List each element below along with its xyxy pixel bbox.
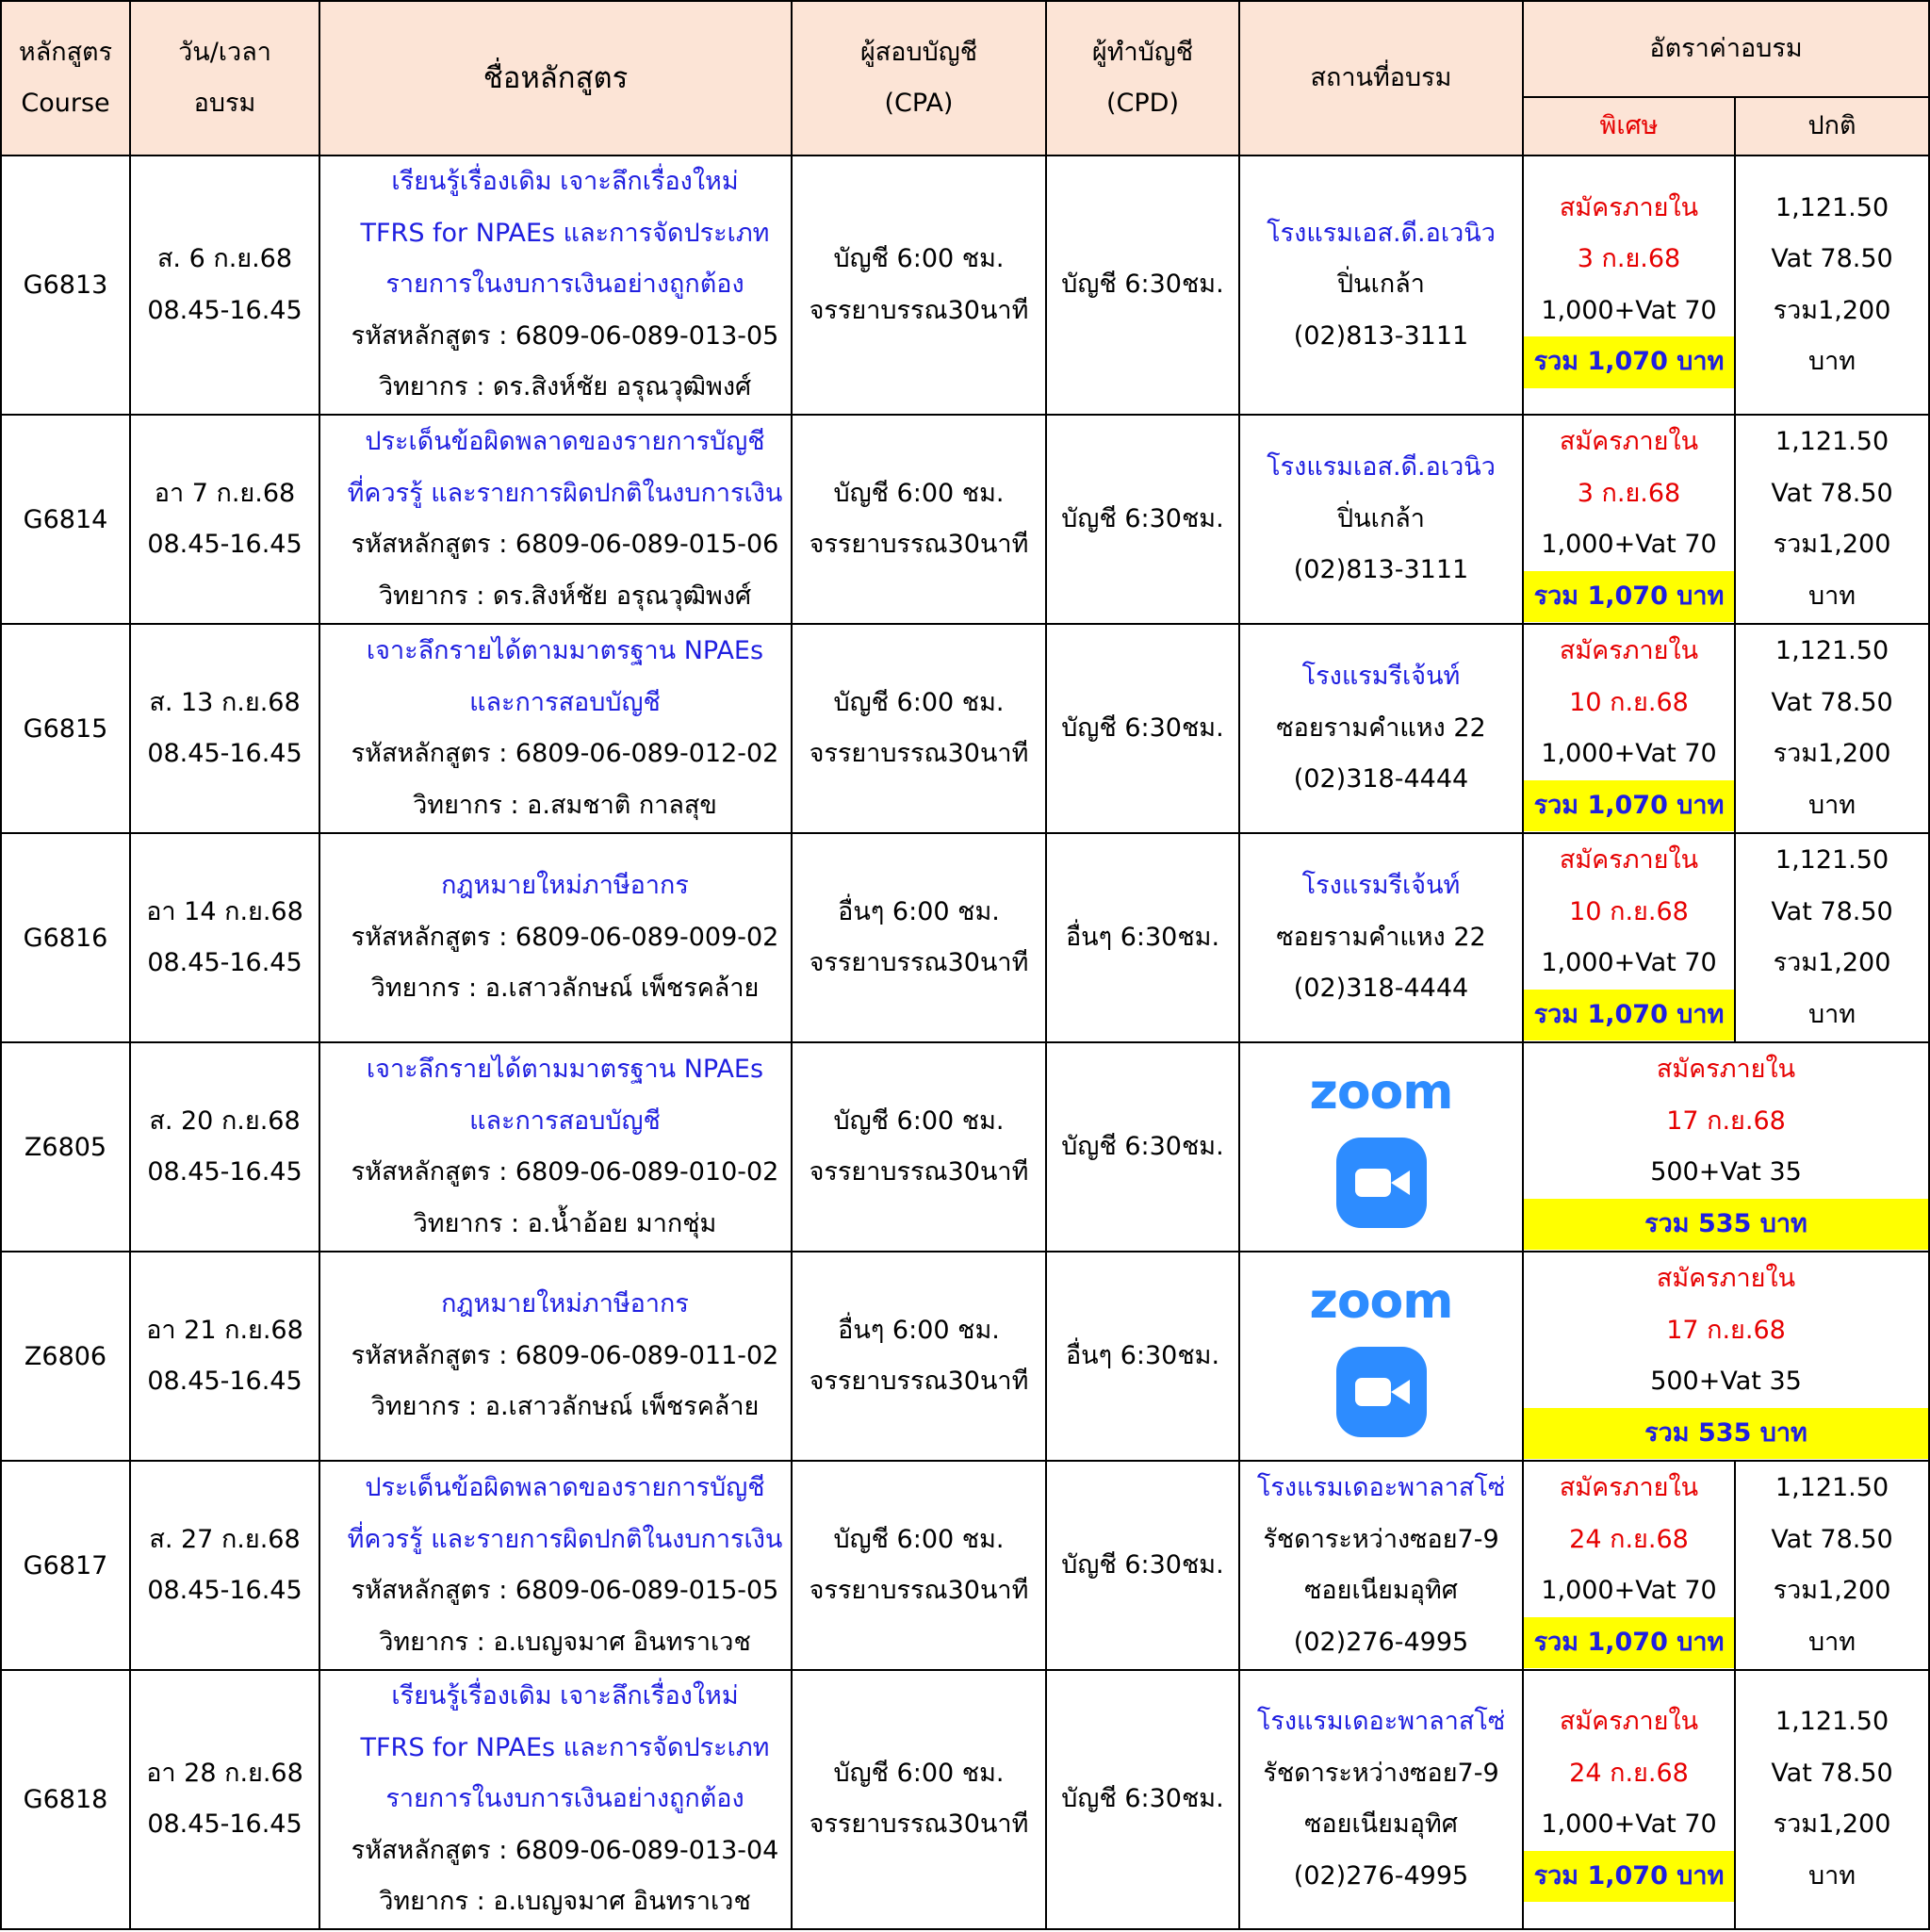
venue-name: โรงแรมเอส.ดี.อเวนิว xyxy=(1267,452,1496,483)
venue-line: ปิ่นเกล้า xyxy=(1337,270,1425,300)
cpd-hours-cell xyxy=(1046,624,1239,833)
fee-normal-cell xyxy=(1735,624,1929,833)
fee-normal-line: รวม1,200 xyxy=(1773,948,1891,977)
table-row xyxy=(1,833,1929,1042)
course-title-line: และการสอบบัญชี xyxy=(469,687,661,717)
register-deadline-label: สมัครภายใน xyxy=(1559,1473,1699,1502)
speaker-line: วิทยากร : อ.เบญจมาศ อินทราเวช xyxy=(379,1627,751,1657)
course-code-cell xyxy=(1,833,130,1042)
fee-breakdown: 1,000+Vat 70 xyxy=(1541,739,1717,768)
cpa-hours-line: จรรยาบรรณ30นาที xyxy=(809,948,1029,977)
fee-total-wrap xyxy=(1524,336,1734,388)
cpa-hours-line: จรรยาบรรณ30นาที xyxy=(809,1576,1029,1605)
course-title-line: เรียนรู้เรื่องเดิม เจาะลึกเรื่องใหม่ xyxy=(391,167,739,197)
fee-total: รวม 535 บาท xyxy=(1524,1199,1928,1251)
table-row xyxy=(1,156,1929,415)
cpa-hours-line: อื่นๆ 6:00 ชม. xyxy=(838,896,1000,926)
course-date: อา 28 ก.ย.68 xyxy=(146,1758,303,1788)
course-code-line: รหัสหลักสูตร : 6809-06-089-013-05 xyxy=(351,320,779,351)
register-deadline-date: 17 ก.ย.68 xyxy=(1666,1105,1786,1136)
course-code-cell xyxy=(1,1461,130,1670)
speaker-line: วิทยากร : ดร.สิงห์ชัย อรุณวุฒิพงศ์ xyxy=(378,581,752,611)
fee-total: รวม 1,070 บาท xyxy=(1524,571,1734,623)
cpd-hours-cell xyxy=(1046,1252,1239,1461)
fee-normal-line: รวม1,200 xyxy=(1773,1809,1891,1840)
datetime-cell xyxy=(130,415,319,624)
fee-breakdown: 500+Vat 35 xyxy=(1650,1367,1802,1396)
table-row xyxy=(1,1252,1929,1461)
fee-total: รวม 1,070 บาท xyxy=(1524,780,1734,832)
fee-total: รวม 1,070 บาท xyxy=(1524,990,1734,1041)
cpa-hours-line: บัญชี 6:00 ชม. xyxy=(833,1524,1005,1554)
cpd-hours: บัญชี 6:30ชม. xyxy=(1061,1549,1224,1580)
header-datetime: วัน/เวลา อบรม xyxy=(130,1,319,156)
course-title-line: รายการในงบการเงินอย่างถูกต้อง xyxy=(385,270,744,300)
fee-special-cell xyxy=(1523,1252,1929,1461)
zoom-logo-icon xyxy=(1240,1047,1522,1247)
datetime-cell xyxy=(130,624,319,833)
course-name-cell xyxy=(319,1252,792,1461)
zoom-wordmark: zoom xyxy=(1309,1273,1453,1331)
course-code: G6817 xyxy=(23,1550,108,1580)
cpa-hours-cell xyxy=(792,415,1046,624)
course-title-line: กฎหมายใหม่ภาษีอากร xyxy=(441,871,689,901)
cpa-hours-cell xyxy=(792,156,1046,415)
speaker-line: วิทยากร : อ.น้ำอ้อย มากชุ่ม xyxy=(413,1208,717,1238)
fee-special-cell xyxy=(1523,415,1735,624)
course-time: 08.45-16.45 xyxy=(147,295,303,325)
fee-normal-line: รวม1,200 xyxy=(1773,1576,1891,1605)
course-title-line: TFRS for NPAEs และการจัดประเภท xyxy=(360,218,770,248)
fee-normal-line: 1,121.50 xyxy=(1775,1707,1889,1737)
datetime-cell xyxy=(130,1461,319,1670)
course-code-cell xyxy=(1,415,130,624)
cpd-hours: บัญชี 6:30ชม. xyxy=(1061,712,1224,743)
course-title-line: รายการในงบการเงินอย่างถูกต้อง xyxy=(385,1784,744,1813)
course-name-cell xyxy=(319,1670,792,1929)
course-time: 08.45-16.45 xyxy=(147,530,303,559)
course-name-cell xyxy=(319,415,792,624)
header-fee-normal: ปกติ xyxy=(1735,97,1929,156)
cpa-hours-line: บัญชี 6:00 ชม. xyxy=(833,1105,1005,1136)
fee-normal-line: บาท xyxy=(1807,581,1856,611)
cpa-hours-line: บัญชี 6:00 ชม. xyxy=(833,1758,1005,1788)
course-code: Z6806 xyxy=(24,1341,107,1371)
table-row xyxy=(1,624,1929,833)
course-title-line: ที่ควรรู้ และรายการผิดปกติในงบการเงิน xyxy=(347,478,783,508)
venue-cell xyxy=(1239,415,1523,624)
fee-special-cell xyxy=(1523,624,1735,833)
header-venue: สถานที่อบรม xyxy=(1239,1,1523,156)
cpd-hours: อื่นๆ 6:30ชม. xyxy=(1065,922,1220,952)
speaker-line: วิทยากร : อ.เสาวลักษณ์ เพ็ชรคล้าย xyxy=(370,1392,760,1422)
course-code-line: รหัสหลักสูตร : 6809-06-089-010-02 xyxy=(351,1157,779,1187)
cpd-hours-cell xyxy=(1046,1461,1239,1670)
cpd-hours-cell xyxy=(1046,156,1239,415)
venue-cell xyxy=(1239,1461,1523,1670)
table-row xyxy=(1,415,1929,624)
header-course: หลักสูตร Course xyxy=(1,1,130,156)
speaker-line: วิทยากร : อ.เบญจมาศ อินทราเวช xyxy=(379,1887,751,1916)
register-deadline-date: 10 ก.ย.68 xyxy=(1569,687,1689,717)
cpa-hours-cell xyxy=(792,1670,1046,1929)
venue-cell xyxy=(1239,156,1523,415)
table-row xyxy=(1,1042,1929,1252)
fee-normal-line: Vat 78.50 xyxy=(1771,1758,1893,1788)
venue-name: โรงแรมรีเจ้นท์ xyxy=(1301,871,1461,901)
venue-line: ซอยเนียมอุทิศ xyxy=(1304,1576,1458,1605)
fee-normal-line: Vat 78.50 xyxy=(1771,1524,1893,1554)
speaker-line: วิทยากร : ดร.สิงห์ชัย อรุณวุฒิพงศ์ xyxy=(378,372,752,402)
fee-special-cell xyxy=(1523,1461,1735,1670)
register-deadline-label: สมัครภายใน xyxy=(1559,427,1699,456)
cpd-hours: บัญชี 6:30ชม. xyxy=(1061,270,1224,300)
course-code-line: รหัสหลักสูตร : 6809-06-089-009-02 xyxy=(351,922,779,952)
cpd-hours: บัญชี 6:30ชม. xyxy=(1061,1784,1224,1813)
venue-line: ซอยรามคำแหง 22 xyxy=(1276,922,1486,952)
header-cpa: ผู้สอบบัญชี (CPA) xyxy=(792,1,1046,156)
course-date: ส. 13 ก.ย.68 xyxy=(149,687,301,717)
course-title-line: กฎหมายใหม่ภาษีอากร xyxy=(441,1289,689,1319)
venue-name: โรงแรมรีเจ้นท์ xyxy=(1301,662,1461,692)
course-name-cell xyxy=(319,1042,792,1252)
venue-line: (02)813-3111 xyxy=(1293,320,1469,351)
fee-normal-line: 1,121.50 xyxy=(1775,1473,1889,1502)
fee-total-wrap xyxy=(1524,990,1734,1041)
fee-special-cell xyxy=(1523,1042,1929,1252)
course-title-line: ที่ควรรู้ และรายการผิดปกติในงบการเงิน xyxy=(347,1524,783,1554)
fee-normal-cell xyxy=(1735,833,1929,1042)
fee-special-cell xyxy=(1523,1670,1735,1929)
course-name-cell xyxy=(319,833,792,1042)
venue-cell xyxy=(1239,1252,1523,1461)
fee-total-wrap xyxy=(1524,571,1734,623)
fee-breakdown: 1,000+Vat 70 xyxy=(1541,1809,1717,1840)
fee-total-wrap xyxy=(1524,1199,1928,1251)
course-title-line: เจาะลึกรายได้ตามมาตรฐาน NPAEs xyxy=(366,1055,764,1084)
course-code: G6816 xyxy=(23,923,108,953)
fee-normal-line: บาท xyxy=(1807,790,1856,820)
cpd-hours: บัญชี 6:30ชม. xyxy=(1061,1131,1224,1161)
fee-normal-line: บาท xyxy=(1807,1627,1856,1657)
fee-normal-line: บาท xyxy=(1807,347,1856,376)
cpa-hours-line: จรรยาบรรณ30นาที xyxy=(809,1809,1029,1840)
register-deadline-date: 10 ก.ย.68 xyxy=(1569,896,1689,926)
course-code: Z6805 xyxy=(24,1132,107,1162)
course-code: G6815 xyxy=(23,713,108,744)
speaker-line: วิทยากร : อ.เสาวลักษณ์ เพ็ชรคล้าย xyxy=(370,974,760,1004)
course-date: ส. 27 ก.ย.68 xyxy=(149,1524,301,1554)
course-code-line: รหัสหลักสูตร : 6809-06-089-011-02 xyxy=(351,1340,779,1370)
fee-normal-line: รวม1,200 xyxy=(1773,530,1891,559)
venue-line: ปิ่นเกล้า xyxy=(1337,503,1425,533)
course-date: อา 21 ก.ย.68 xyxy=(146,1315,303,1345)
datetime-cell xyxy=(130,1042,319,1252)
fee-normal-line: รวม1,200 xyxy=(1773,295,1891,325)
register-deadline-date: 17 ก.ย.68 xyxy=(1666,1315,1786,1345)
course-code: G6813 xyxy=(23,270,108,300)
course-code-cell xyxy=(1,1670,130,1929)
register-deadline-label: สมัครภายใน xyxy=(1656,1264,1796,1293)
header-course-name: ชื่อหลักสูตร xyxy=(319,1,792,156)
header-fee-special: พิเศษ xyxy=(1523,97,1735,156)
cpa-hours-line: อื่นๆ 6:00 ชม. xyxy=(838,1315,1000,1345)
fee-total: รวม 1,070 บาท xyxy=(1524,1851,1734,1903)
fee-normal-line: Vat 78.50 xyxy=(1771,896,1893,926)
fee-breakdown: 1,000+Vat 70 xyxy=(1541,948,1717,977)
course-code-line: รหัสหลักสูตร : 6809-06-089-013-04 xyxy=(351,1835,779,1865)
course-title-line: เรียนรู้เรื่องเดิม เจาะลึกเรื่องใหม่ xyxy=(391,1681,739,1711)
course-code-cell xyxy=(1,156,130,415)
cpa-hours-cell xyxy=(792,624,1046,833)
venue-cell xyxy=(1239,833,1523,1042)
course-title-line: เจาะลึกรายได้ตามมาตรฐาน NPAEs xyxy=(366,636,764,665)
course-code-line: รหัสหลักสูตร : 6809-06-089-012-02 xyxy=(351,739,779,768)
cpd-hours-cell xyxy=(1046,833,1239,1042)
register-deadline-label: สมัครภายใน xyxy=(1559,1707,1699,1737)
fee-normal-line: บาท xyxy=(1807,999,1856,1029)
table-row xyxy=(1,1461,1929,1670)
fee-total-wrap xyxy=(1524,1408,1928,1460)
table-row xyxy=(1,1670,1929,1929)
fee-normal-cell xyxy=(1735,156,1929,415)
register-deadline-date: 24 ก.ย.68 xyxy=(1569,1524,1689,1554)
header-cpd: ผู้ทำบัญชี (CPD) xyxy=(1046,1,1239,156)
fee-normal-cell xyxy=(1735,1461,1929,1670)
course-code-line: รหัสหลักสูตร : 6809-06-089-015-06 xyxy=(351,530,779,559)
fee-breakdown: 1,000+Vat 70 xyxy=(1541,530,1717,559)
cpd-hours-cell xyxy=(1046,415,1239,624)
cpa-hours-line: จรรยาบรรณ30นาที xyxy=(809,1367,1029,1396)
fee-normal-line: บาท xyxy=(1807,1860,1856,1891)
cpa-hours-cell xyxy=(792,1252,1046,1461)
register-deadline-date: 24 ก.ย.68 xyxy=(1569,1758,1689,1788)
course-code: G6818 xyxy=(23,1784,108,1814)
fee-normal-line: Vat 78.50 xyxy=(1771,687,1893,717)
fee-total: รวม 535 บาท xyxy=(1524,1408,1928,1460)
schedule-rows xyxy=(1,156,1929,1929)
fee-total: รวม 1,070 บาท xyxy=(1524,336,1734,388)
venue-name: โรงแรมเดอะพาลาสโซ่ xyxy=(1256,1707,1506,1737)
fee-breakdown: 1,000+Vat 70 xyxy=(1541,1576,1717,1605)
course-time: 08.45-16.45 xyxy=(147,1809,303,1840)
fee-normal-cell xyxy=(1735,415,1929,624)
fee-total-wrap xyxy=(1524,780,1734,832)
venue-line: (02)318-4444 xyxy=(1293,764,1469,794)
zoom-camera-icon xyxy=(1336,1138,1427,1228)
cpa-hours-cell xyxy=(792,1042,1046,1252)
cpa-hours-line: บัญชี 6:00 ชม. xyxy=(833,687,1005,717)
datetime-cell xyxy=(130,156,319,415)
fee-normal-line: 1,121.50 xyxy=(1775,427,1889,456)
fee-breakdown: 1,000+Vat 70 xyxy=(1541,295,1717,325)
zoom-camera-icon xyxy=(1336,1347,1427,1437)
speaker-line: วิทยากร : อ.สมชาติ กาลสุข xyxy=(413,790,717,820)
cpa-hours-line: จรรยาบรรณ30นาที xyxy=(809,1157,1029,1187)
course-code-cell xyxy=(1,624,130,833)
course-code-cell xyxy=(1,1042,130,1252)
venue-line: ซอยรามคำแหง 22 xyxy=(1276,712,1486,743)
zoom-wordmark: zoom xyxy=(1309,1064,1453,1122)
fee-normal-line: Vat 78.50 xyxy=(1771,244,1893,273)
cpa-hours-line: บัญชี 6:00 ชม. xyxy=(833,478,1005,508)
fee-total-wrap xyxy=(1524,1617,1734,1669)
course-name-cell xyxy=(319,156,792,415)
fee-normal-line: Vat 78.50 xyxy=(1771,478,1893,508)
venue-cell xyxy=(1239,1042,1523,1252)
course-code-cell xyxy=(1,1252,130,1461)
cpa-hours-line: จรรยาบรรณ30นาที xyxy=(809,530,1029,559)
course-code-line: รหัสหลักสูตร : 6809-06-089-015-05 xyxy=(351,1576,779,1605)
course-time: 08.45-16.45 xyxy=(147,1157,303,1187)
venue-line: (02)276-4995 xyxy=(1293,1860,1469,1891)
fee-normal-line: รวม1,200 xyxy=(1773,739,1891,768)
venue-line: ซอยเนียมอุทิศ xyxy=(1304,1809,1458,1840)
cpd-hours: บัญชี 6:30ชม. xyxy=(1061,503,1224,533)
venue-cell xyxy=(1239,1670,1523,1929)
course-time: 08.45-16.45 xyxy=(147,948,303,977)
datetime-cell xyxy=(130,833,319,1042)
datetime-cell xyxy=(130,1670,319,1929)
course-time: 08.45-16.45 xyxy=(147,1367,303,1396)
header-fee: อัตราค่าอบรม xyxy=(1523,1,1929,97)
cpd-hours-cell xyxy=(1046,1042,1239,1252)
fee-total-wrap xyxy=(1524,1851,1734,1903)
fee-special-cell xyxy=(1523,156,1735,415)
course-date: ส. 6 ก.ย.68 xyxy=(156,244,293,273)
fee-normal-line: 1,121.50 xyxy=(1775,192,1889,222)
cpa-hours-cell xyxy=(792,1461,1046,1670)
venue-line: (02)276-4995 xyxy=(1293,1627,1469,1657)
fee-total: รวม 1,070 บาท xyxy=(1524,1617,1734,1669)
register-deadline-label: สมัครภายใน xyxy=(1559,192,1699,222)
zoom-logo-icon xyxy=(1240,1256,1522,1456)
cpa-hours-line: บัญชี 6:00 ชม. xyxy=(833,244,1005,273)
fee-breakdown: 500+Vat 35 xyxy=(1650,1157,1802,1187)
course-name-cell xyxy=(319,624,792,833)
course-title-line: ประเด็นข้อผิดพลาดของรายการบัญชี xyxy=(365,427,765,456)
course-date: อา 7 ก.ย.68 xyxy=(154,478,296,508)
course-date: อา 14 ก.ย.68 xyxy=(146,896,303,926)
venue-name: โรงแรมเดอะพาลาสโซ่ xyxy=(1256,1473,1506,1502)
venue-line: รัชดาระหว่างซอย7-9 xyxy=(1263,1758,1499,1788)
fee-normal-line: 1,121.50 xyxy=(1775,845,1889,875)
cpa-hours-cell xyxy=(792,833,1046,1042)
course-title-line: TFRS for NPAEs และการจัดประเภท xyxy=(360,1732,770,1762)
venue-line: (02)318-4444 xyxy=(1293,974,1469,1004)
course-time: 08.45-16.45 xyxy=(147,739,303,768)
register-deadline-date: 3 ก.ย.68 xyxy=(1577,244,1681,273)
register-deadline-label: สมัครภายใน xyxy=(1656,1055,1796,1084)
venue-line: รัชดาระหว่างซอย7-9 xyxy=(1263,1524,1499,1554)
course-title-line: และการสอบบัญชี xyxy=(469,1105,661,1136)
register-deadline-label: สมัครภายใน xyxy=(1559,636,1699,665)
course-name-cell xyxy=(319,1461,792,1670)
course-code: G6814 xyxy=(23,504,108,534)
cpd-hours: อื่นๆ 6:30ชม. xyxy=(1065,1340,1220,1370)
register-deadline-date: 3 ก.ย.68 xyxy=(1577,478,1681,508)
venue-cell xyxy=(1239,624,1523,833)
cpd-hours-cell xyxy=(1046,1670,1239,1929)
venue-line: (02)813-3111 xyxy=(1293,555,1469,585)
cpa-hours-line: จรรยาบรรณ30นาที xyxy=(809,739,1029,768)
course-title-line: ประเด็นข้อผิดพลาดของรายการบัญชี xyxy=(365,1473,765,1502)
register-deadline-label: สมัครภายใน xyxy=(1559,845,1699,875)
datetime-cell xyxy=(130,1252,319,1461)
course-time: 08.45-16.45 xyxy=(147,1576,303,1605)
cpa-hours-line: จรรยาบรรณ30นาที xyxy=(809,295,1029,325)
venue-name: โรงแรมเอส.ดี.อเวนิว xyxy=(1267,218,1496,248)
fee-normal-cell xyxy=(1735,1670,1929,1929)
course-date: ส. 20 ก.ย.68 xyxy=(149,1105,301,1136)
fee-special-cell xyxy=(1523,833,1735,1042)
fee-normal-line: 1,121.50 xyxy=(1775,636,1889,665)
